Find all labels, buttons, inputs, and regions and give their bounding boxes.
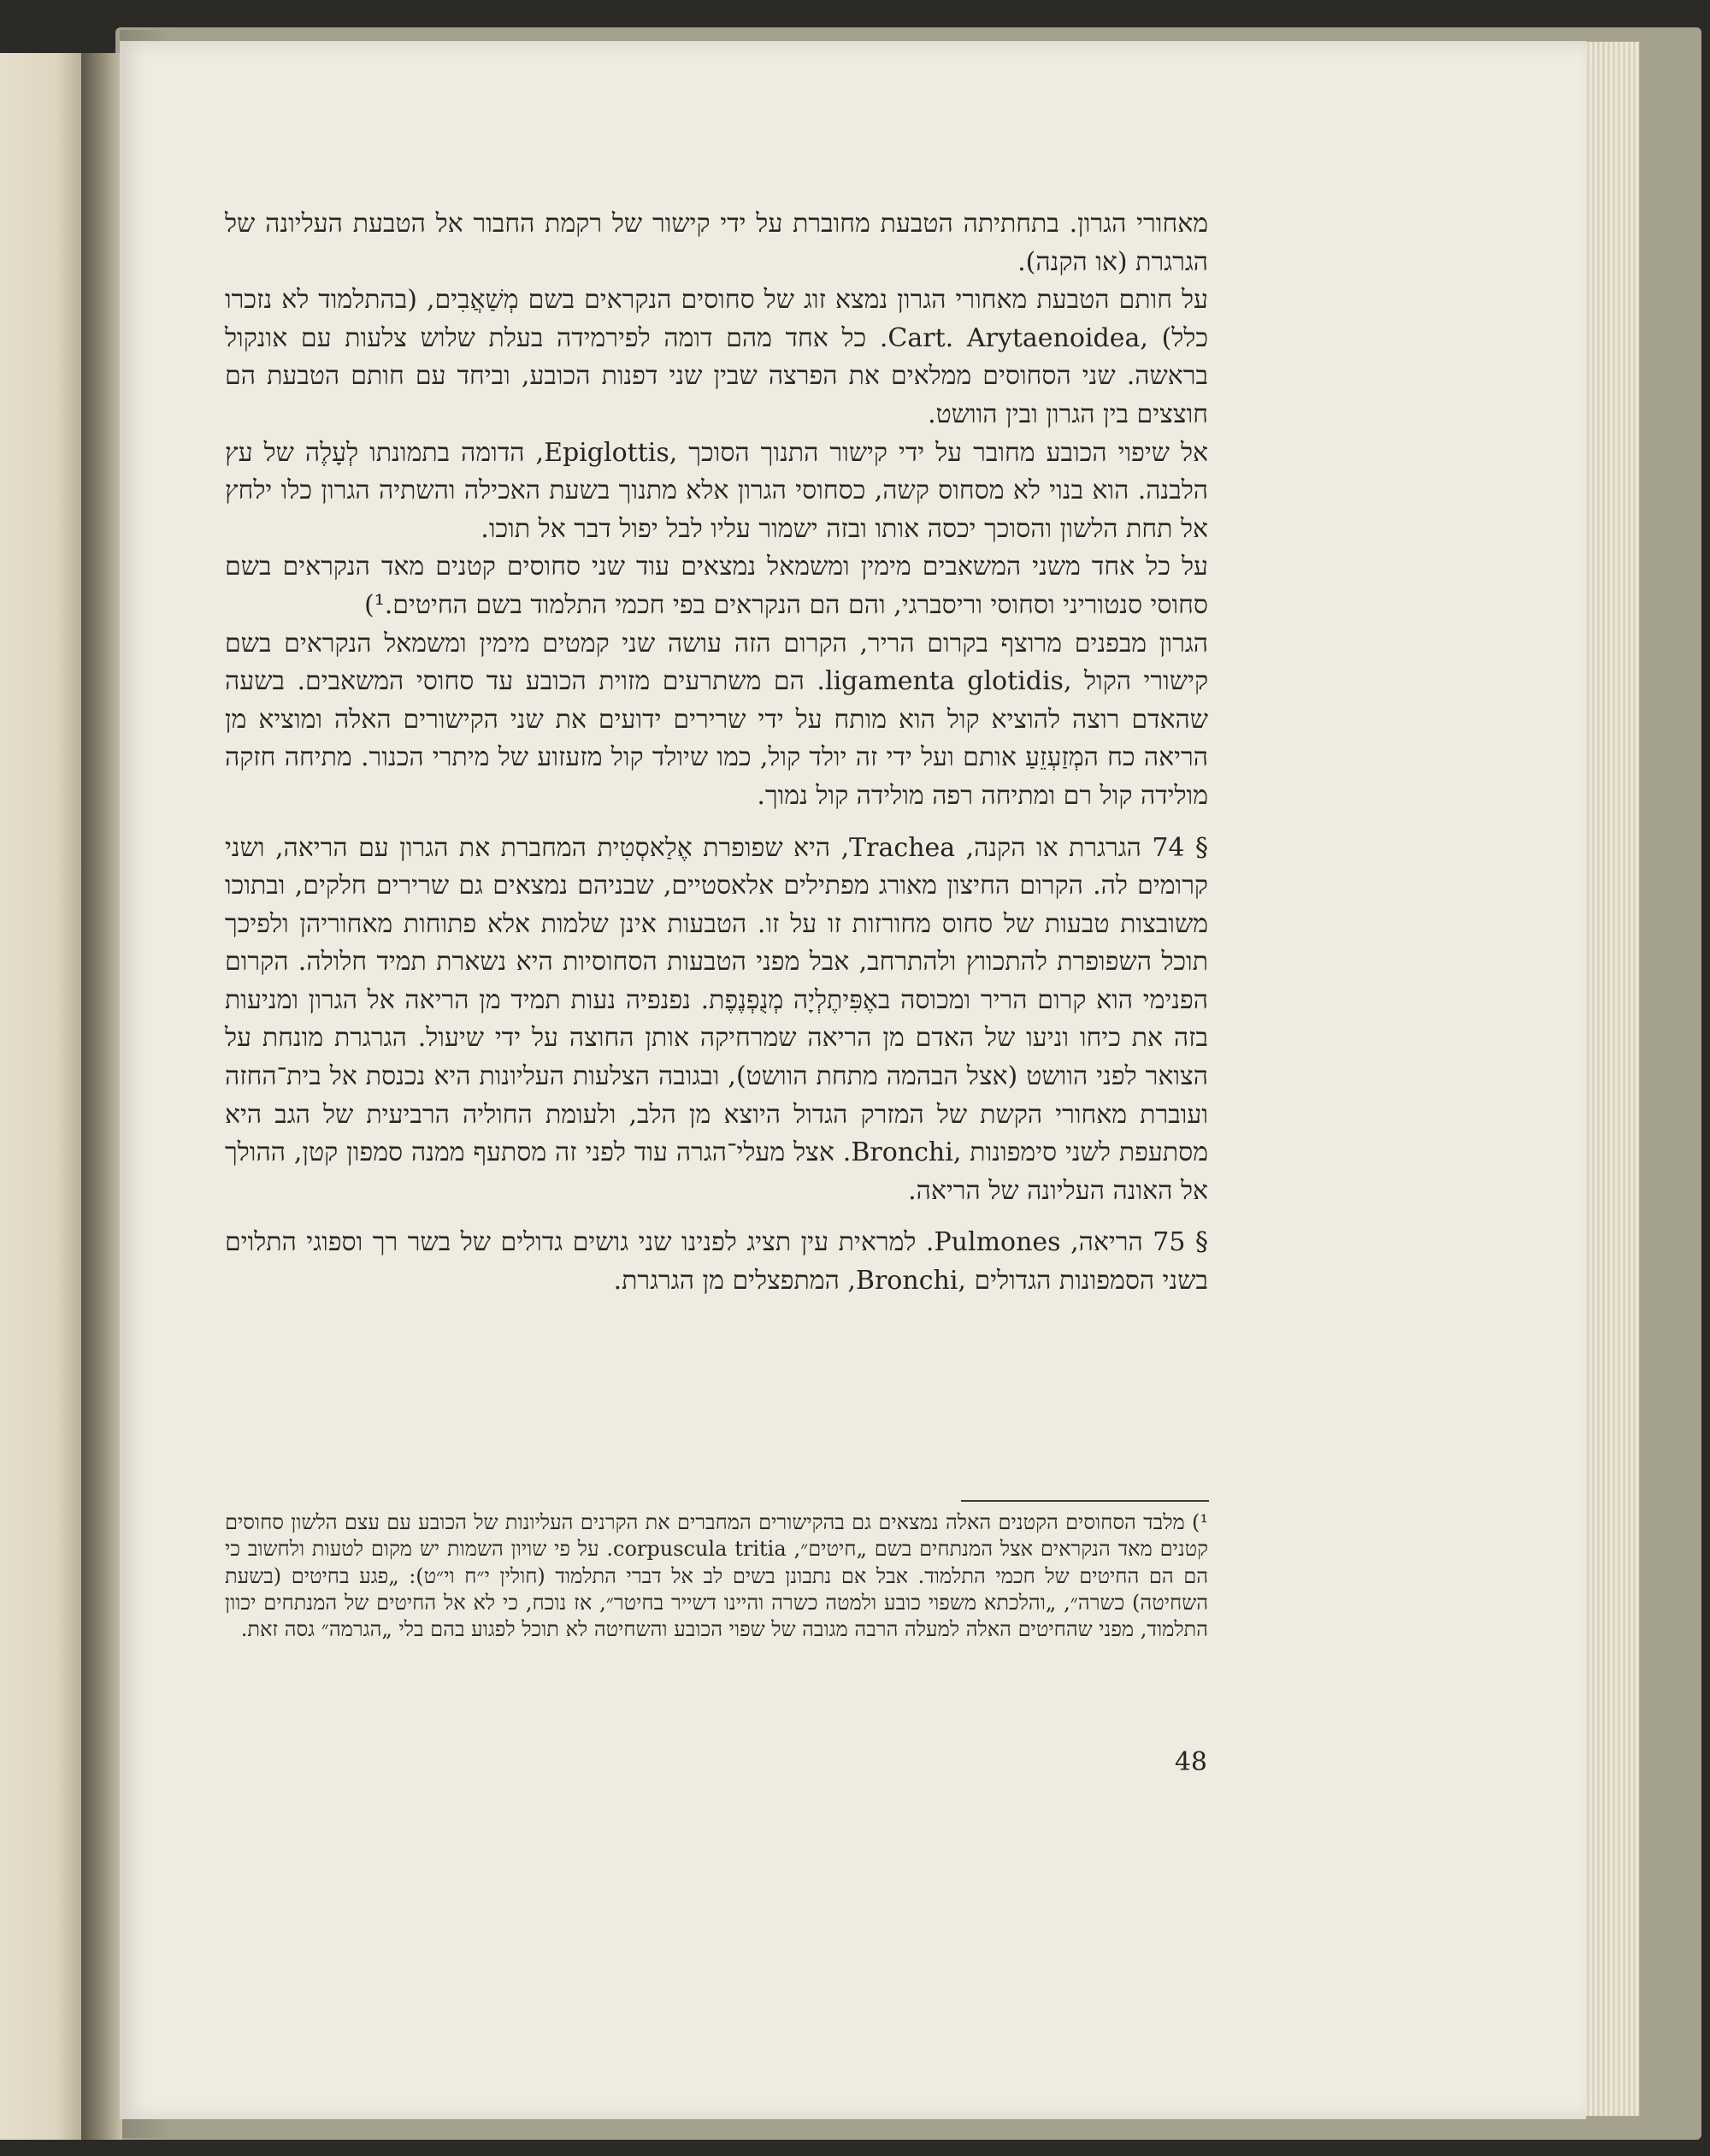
section-text: , היא שפופרת אֶלַאסְטִית המחברת את הגרון עם הריאה, ושני קרומים לה. הקרום החיצון מאורג מפתילים אלאסטיים, שבניהם נמצאים גם שרירים חלקים, ובתוכו משובצות טבעות של סחוס מחורזות זו על זו. הטבעות אינן שלמות אלא פתוחות מאחוריהן ולפיכך תוכל השפופרת להתכווץ ולהתרחב, אבל מפני הטבעות הסחוסיות היא נשארת תמיד חלולה. הקרום הפנימי הוא קרום הריר ומכוסה באֶפִּיתֶלְיָה מְנֻפְנֶפֶת. נפנפיה נעות תמיד מן הריאה אל הגרון ומניעות בזה את כיחו וניעו של האדם מן הריאה שמרחיקה אותן החוצה על ידי שיעול. הגרגרת מונחת על הצואר לפני הוושט (אצל הבהמה מתחת הוושט), ובגובה הצלעות העליונות היא נכנסת אל בית־החזה ועוברת מאחורי הקשת של המזרק הגדול היוצא מן הלב, ולעומת החוליה הרביעית של הגב היא מסתעפת לשני סימפונות ,Bronchi. אצל מעלי־הגרה עוד לפני זה מסתעף ממנה סמפון קטן, ההולך אל האונה העליונה של הריאה. [225, 832, 1208, 1206]
latin-term: Trachea [849, 832, 956, 863]
footnote: ¹) מלבד הסחוסים הקטנים האלה נמצאים גם בהקישורים המחברים את הקרנים העליונות של הכובע עם עצם הלשון סחוסים קטנים מאד הנקראים אצל המנתחים בשם „חיטים״, corpuscula tritia. על פי שויון השמות יש מקום לטעות ולחשוב כי הם הם החיטים של חכמי התלמוד. אבל אם נתבונן בשים לב אל דברי התלמוד (חולין י״ח וי״ט): „פגע בחיטים (בשעת השחיטה) כשרה״, „והלכתא משפוי כובע ולמטה כשרה והיינו דשייר בחיטר״, אז נוכח, כי לא אל החיטים של המנתחים יכוון התלמוד, מפני שהחיטים האלה למעלה הרבה מגובה של שפוי הכובע והשחיטה לא תוכל לפגוע בהם בלי „הגרמה״ גסה זאת. [225, 1510, 1208, 1642]
page-block-edge [1583, 41, 1640, 2117]
paragraph: אל שיפוי הכובע מחובר על ידי קישור התנוך הסוכך ,Epiglottis, הדומה בתמונתו לְעָלֶה של עץ הלבנה. הוא בנוי לא מסחוס קשה, כסחוסי הגרון אלא מתנוך בשעת האכילה והשתיה הגרון כלו ילחץ אל תחת הלשון והסוכך יכסה אותו ובזה ישמור עליו לבל יפול דבר אל תוכו. [225, 437, 1209, 544]
body-text [225, 205, 1208, 1301]
paragraph: על כל אחד משני המשאבים מימין ומשמאל נמצאים עוד שני סחוסים קטנים מאד הנקראים בשם סחוסי סנטוריני וסחוסי וריסברגי, והם הם הנקראים בפי חכמי התלמוד בשם החיטים.¹) [225, 552, 1208, 620]
section-text: . למראית עין תציג לפנינו שני גושים גדולים של בשר רך וספוגי התלוים בשני הסמפונות הגדולים ,Bronchi, המתפצלים מן הגרגרת. [225, 1227, 1208, 1297]
section-75 [225, 1224, 1208, 1300]
footnotes [225, 1509, 1208, 1643]
section-number: § 75 [1153, 1227, 1208, 1258]
latin-term: Pulmones [934, 1227, 1061, 1258]
section-number: § 74 [1152, 832, 1208, 863]
book-gutter [81, 53, 122, 2140]
section-74 [225, 830, 1208, 1211]
section-heading: הגרגרת או הקנה, [965, 832, 1141, 863]
paragraph: מאחורי הגרון. בתחתיתה הטבעת מחוברת על ידי קישור של רקמת החבור אל הטבעת העליונה של הגרגרת (או הקנה). [225, 209, 1208, 277]
paragraph: הגרון מבפנים מרוצף בקרום הריר, הקרום הזה עושה שני קמטים מימין ומשמאל הנקראים בשם קישורי הקול ,ligamenta glotidis. הם משתרעים מזוית הכובע עד סחוסי המשאבים. בשעה שהאדם רוצה להוציא קול הוא מותח על ידי שרירים ידועים את שני הקישורים האלה ומוציא מן הריאה כח המְזַעְזֵעַ אותם ועל ידי זה יולד קול, כמו שיולד קול מזעזוע של מיתרי הכנור. מתיחה חזקה מולידה קול רם ומתיחה רפה מולידה קול נמוך. [225, 628, 1208, 811]
page-number: 48 [1174, 1747, 1207, 1777]
footnote-divider [961, 1500, 1209, 1502]
paragraph: על חותם הטבעת מאחורי הגרון נמצא זוג של סחוסים הנקראים בשם מְשַׁאֲבִים, (בהתלמוד לא נזכרו כלל) ,Cart. Arytaenoidea. כל אחד מהם דומה לפירמידה בעלת שלוש צלעות עם אונקול בראשה. שני הסחוסים ממלאים את הפרצה שבין שני דפנות הכובע, וביחד עם חותם הטבעת הם חוצצים בין הגרון ובין הוושט. [225, 285, 1208, 429]
previous-page-edge [0, 53, 83, 2140]
section-heading: הריאה, [1070, 1227, 1143, 1258]
